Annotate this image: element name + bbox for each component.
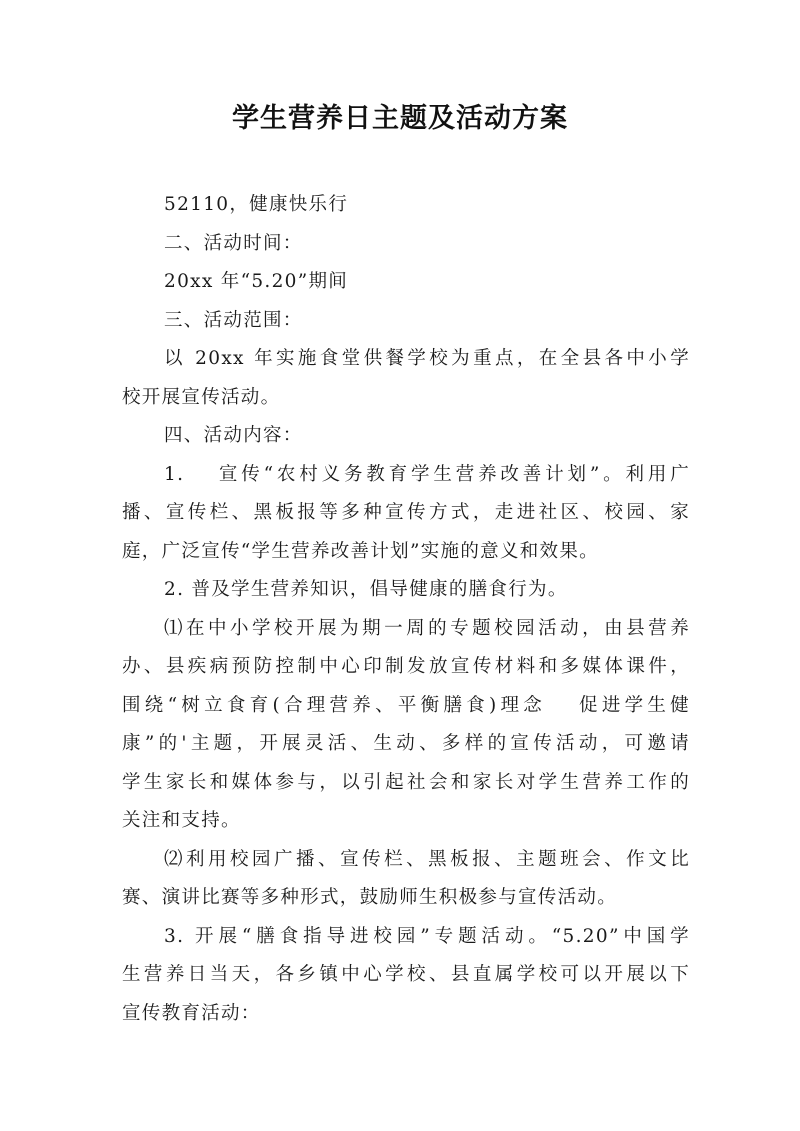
document-body [122, 186, 690, 1033]
text-line: 3. 开展“膳食指导进校园”专题活动。“5.20”中国学 [164, 925, 690, 947]
text-line: 赛、演讲比赛等多种形式，鼓励师生积极参与宣传活动。 [122, 887, 618, 908]
text-line: 20xx 年“5.20”期间 [164, 271, 349, 292]
section-heading [122, 417, 690, 456]
text-line: 围绕“树立食育(合理营养、平衡膳食)理念 促进学生健 [122, 694, 690, 716]
paragraph [122, 571, 690, 610]
paragraph [122, 456, 690, 572]
text-line: 2. 普及学生营养知识，倡导健康的膳食行为。 [164, 579, 568, 600]
text-line: 二、活动时间： [164, 232, 303, 254]
paragraph [122, 610, 690, 841]
text-line: 以 20xx 年实施食堂供餐学校为重点，在全县各中小学 [164, 348, 690, 369]
text-line: 校开展宣传活动。 [122, 386, 281, 408]
paragraph [122, 841, 690, 918]
paragraph [122, 186, 690, 225]
section-heading [122, 225, 690, 264]
paragraph [122, 263, 690, 302]
text-line: 庭，广泛宣传“学生营养改善计划”实施的意义和效果。 [122, 540, 599, 562]
text-line: 四、活动内容： [164, 425, 303, 446]
paragraph [122, 918, 690, 1034]
text-line: 宣传教育活动： [122, 1002, 261, 1024]
text-line: ⑵利用校园广播、宣传栏、黑板报、主题班会、作文比 [164, 848, 690, 870]
text-line: 办、县疾病预防控制中心印制发放宣传材料和多媒体课件， [122, 656, 690, 677]
text-line: 1. 宣传“农村义务教育学生营养改善计划”。利用广 [164, 463, 690, 485]
text-line: 三、活动范围： [164, 309, 303, 331]
text-line: 生营养日当天，各乡镇中心学校、县直属学校可以开展以下 [122, 964, 690, 985]
text-line: 播、宣传栏、黑板报等多种宣传方式，走进社区、校园、家 [122, 502, 690, 523]
text-line: 学生家长和媒体参与，以引起社会和家长对学生营养工作的 [122, 771, 690, 793]
document-title: 学生营养日主题及活动方案 [232, 103, 568, 134]
text-line: 康”的'主题，开展灵活、生动、多样的宣传活动，可邀请 [122, 733, 690, 754]
text-line: 52110，健康快乐行 [164, 194, 349, 215]
text-line: 关注和支持。 [122, 810, 241, 831]
paragraph [122, 340, 690, 417]
text-line: ⑴在中小学校开展为期一周的专题校园活动，由县营养 [164, 617, 690, 639]
section-heading [122, 302, 690, 341]
